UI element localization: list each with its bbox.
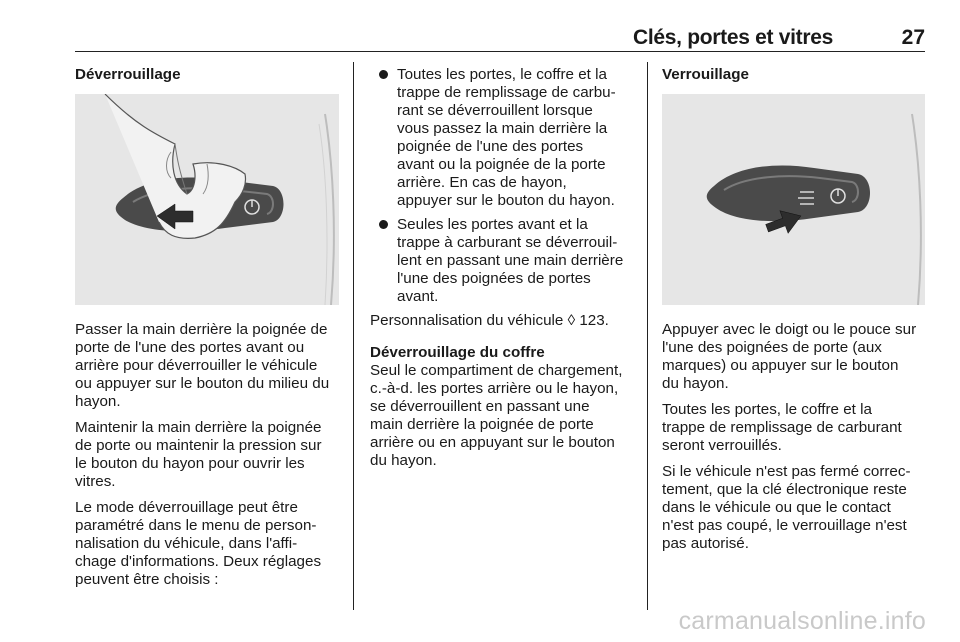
door-handle-lock-illustration [662, 94, 925, 305]
text-line: de porte ou maintenir la pression sur [75, 437, 322, 454]
column-left-text [75, 321, 347, 597]
paragraph-unlock-intro [75, 321, 347, 411]
text-line: hayon. [75, 393, 121, 410]
bullet-dot [379, 220, 388, 229]
text-line: Le mode déverrouillage peut être [75, 499, 298, 516]
page-number: 27 [901, 26, 925, 49]
text-line: vitres. [75, 473, 116, 490]
section-heading-unlocking: Déverrouillage [75, 66, 181, 83]
text-line: poignée de l'une des portes [397, 138, 584, 155]
text-line: tement, que la clé électronique reste [662, 481, 907, 498]
text-line: trappe à carburant se déverrouil- [397, 234, 618, 251]
text-line: Si le véhicule n'est pas fermé correc- [662, 463, 911, 480]
text-line: Appuyer avec le doigt ou le pouce sur [662, 321, 917, 338]
text-line: Seules les portes avant et la [397, 216, 588, 233]
cross-reference-page[interactable]: 123. [579, 312, 609, 329]
text-line: rant se déverrouillent lorsque [397, 102, 593, 119]
header-rule [75, 51, 925, 52]
text-line: Toutes les portes, le coffre et la [397, 66, 607, 83]
figure-locking-handle [662, 94, 925, 305]
text-line: du hayon. [370, 452, 437, 469]
text-line: avant. [397, 288, 439, 305]
page-reference-icon: ◊ [567, 312, 576, 329]
text-line: porte de l'une des portes avant ou [75, 339, 305, 356]
watermark: carmanualsonline.info [678, 607, 926, 635]
column-divider-1 [353, 62, 354, 610]
text-line: pas autorisé. [662, 535, 749, 552]
text-line: c.-à-d. les portes arrière ou le hayon, [370, 380, 619, 397]
section-heading-locking: Verrouillage [662, 66, 749, 83]
paragraph-mode [75, 499, 347, 589]
text-line: avant ou la poignée de la porte [397, 156, 606, 173]
text-line: marques) ou appuyer sur le bouton [662, 357, 899, 374]
text-line: peuvent être choisis : [75, 571, 219, 588]
text-line: n'est pas coupé, le verrouillage n'est [662, 517, 907, 534]
text-line: du hayon. [662, 375, 729, 392]
text-line: arrière. En cas de hayon, [397, 174, 567, 191]
text-line: Seul le compartiment de chargement, [370, 362, 623, 379]
text-line: trappe de remplissage de carburant [662, 419, 902, 436]
text-line: appuyer sur le bouton du hayon. [397, 192, 615, 209]
text-line: Toutes les portes, le coffre et la [662, 401, 872, 418]
text-line: ou appuyer sur le bouton du milieu du [75, 375, 330, 392]
text-line: paramétré dans le menu de person- [75, 517, 317, 534]
column-middle [370, 66, 642, 478]
figure-unlocking-hand [75, 94, 339, 305]
column-right-text [662, 321, 930, 561]
hand-on-door-handle-illustration [75, 94, 339, 305]
page-header [75, 26, 925, 50]
text-line: arrière ou en appuyant sur le bouton [370, 434, 615, 451]
text-line: le bouton du hayon pour ouvrir les [75, 455, 305, 472]
text-line: se déverrouillent en passant une [370, 398, 590, 415]
bullet-dot [379, 70, 388, 79]
text-line: dans le véhicule ou que le contact [662, 499, 891, 516]
text-line: l'une des poignées de porte (aux [662, 339, 882, 356]
text-line: chage d'informations. Deux réglages [75, 553, 322, 570]
section-heading-trunk-unlock: Déverrouillage du coffre [370, 344, 545, 361]
text-line: l'une des poignées de portes [397, 270, 591, 287]
text-line: vous passez la main derrière la [397, 120, 608, 137]
paragraph-lock-intro [662, 321, 930, 393]
paragraph-trunk [370, 362, 642, 470]
text-line: lent en passant une main derrière [397, 252, 624, 269]
chapter-title: Clés, portes et vitres [633, 26, 833, 49]
paragraph-windows [75, 419, 347, 491]
text-line: nalisation du véhicule, dans l'affi- [75, 535, 298, 552]
bullet-list [370, 66, 642, 306]
column-left [75, 66, 345, 84]
cross-reference [370, 312, 642, 330]
bullet-item-all-doors [370, 66, 642, 210]
text-line: trappe de remplissage de carbu- [397, 84, 616, 101]
bullet-item-front-doors [370, 216, 642, 306]
cross-reference-text: Personnalisation du véhicule [370, 312, 564, 329]
text-line: main derrière la poignée de porte [370, 416, 594, 433]
text-line: Maintenir la main derrière la poignée [75, 419, 322, 436]
text-line: arrière pour déverrouiller le véhicule [75, 357, 318, 374]
text-line: Passer la main derrière la poignée de [75, 321, 328, 338]
paragraph-lock-not-allowed [662, 463, 930, 553]
text-line: seront verrouillés. [662, 437, 782, 454]
column-divider-2 [647, 62, 648, 610]
column-right [662, 66, 927, 84]
paragraph-all-locked [662, 401, 930, 455]
